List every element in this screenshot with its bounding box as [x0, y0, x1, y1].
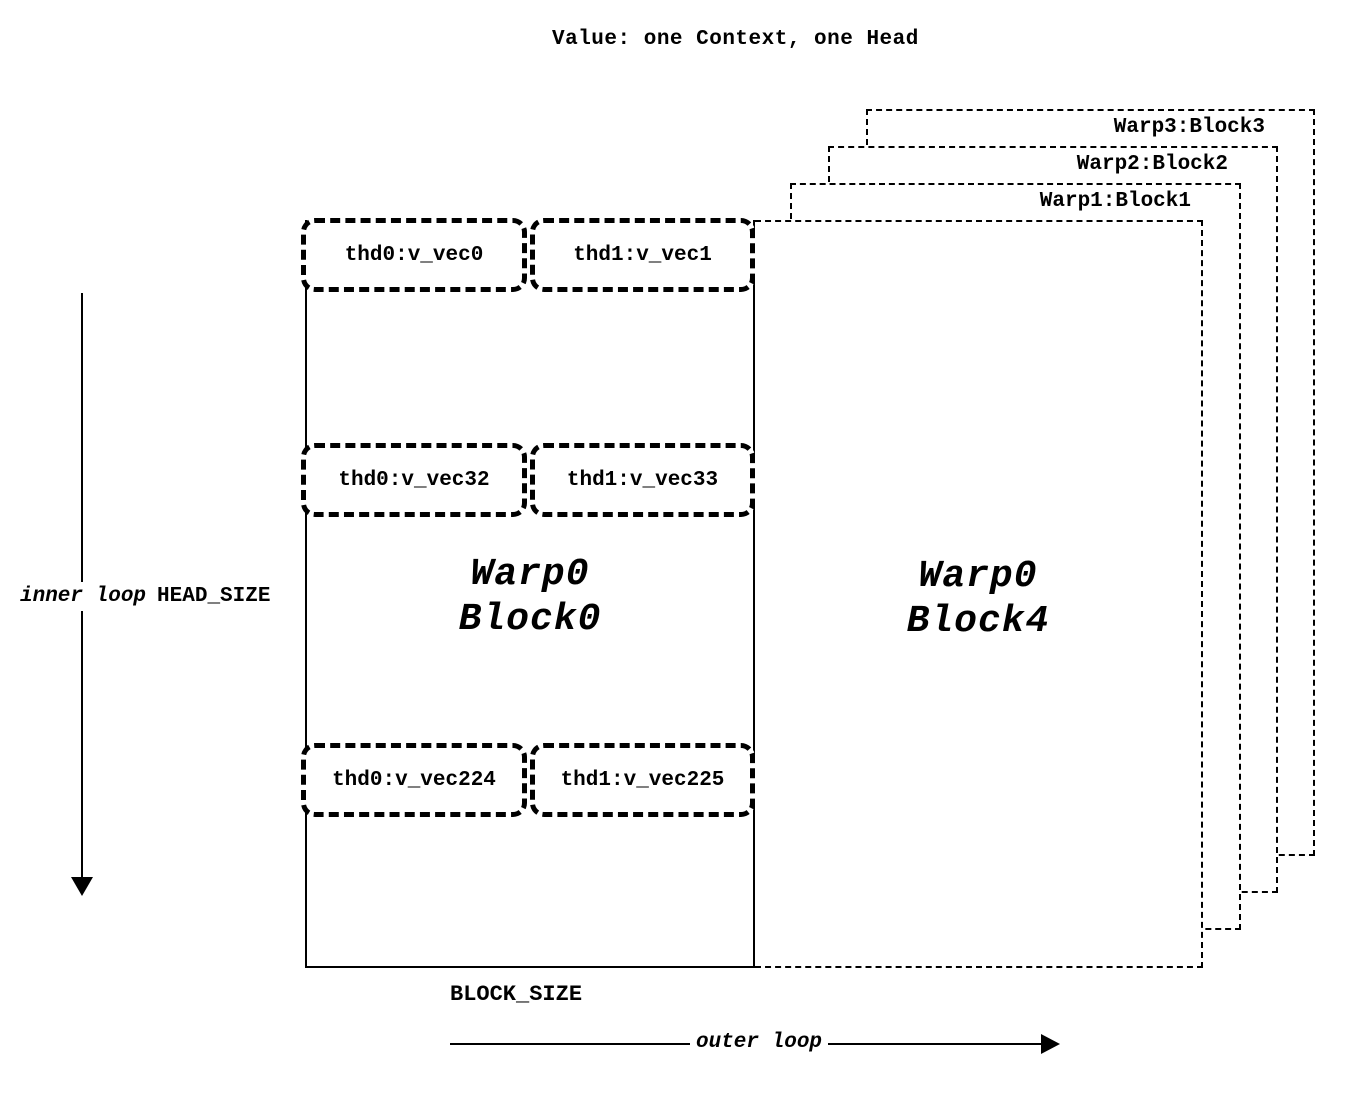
block-size-label: BLOCK_SIZE: [450, 982, 583, 1007]
outer-loop-label: outer loop: [690, 1031, 828, 1054]
card-warp2-block2-label: Warp2:Block2: [1076, 153, 1228, 176]
region-warp0-block0: [305, 220, 755, 968]
card-warp3-block3-label: Warp3:Block3: [1113, 116, 1265, 139]
vecbox-thd1-v-vec225: [530, 743, 755, 817]
vecbox-thd0-v-vec32: [301, 443, 527, 517]
vecbox-thd1-v-vec1: [530, 218, 755, 292]
warp0-block4-label-line2: Block4: [906, 600, 1050, 643]
vecbox-thd0-v-vec0: [301, 218, 527, 292]
inner-loop-arrowhead-icon: [71, 877, 93, 896]
warp0-block4-label-line1: Warp0: [918, 555, 1038, 598]
warp0-block0-label: [307, 552, 753, 642]
vecbox-thd1-v-vec1-label: thd1:v_vec1: [573, 243, 712, 267]
vecbox-thd0-v-vec224-label: thd0:v_vec224: [332, 768, 496, 792]
card-warp1-block1-label: Warp1:Block1: [1039, 190, 1191, 213]
outer-loop-arrowhead-icon: [1041, 1034, 1060, 1054]
diagram-title: Value: one Context, one Head: [552, 28, 919, 51]
warp0-block4-label: [755, 554, 1201, 644]
vecbox-thd1-v-vec225-label: thd1:v_vec225: [560, 768, 725, 792]
inner-loop-head-size-label: [18, 582, 272, 611]
inner-loop-text: inner loop: [20, 585, 147, 608]
vecbox-thd0-v-vec32-label: thd0:v_vec32: [338, 468, 490, 492]
head-size-text: HEAD_SIZE: [157, 585, 271, 608]
vecbox-thd0-v-vec224: [301, 743, 527, 817]
vecbox-thd1-v-vec33-label: thd1:v_vec33: [566, 468, 719, 492]
warp0-block0-label-line2: Block0: [458, 598, 602, 641]
warp0-block0-label-line1: Warp0: [470, 553, 590, 596]
region-warp0-block4: [755, 220, 1203, 968]
vecbox-thd1-v-vec33: [530, 443, 755, 517]
vecbox-thd0-v-vec0-label: thd0:v_vec0: [344, 243, 484, 267]
